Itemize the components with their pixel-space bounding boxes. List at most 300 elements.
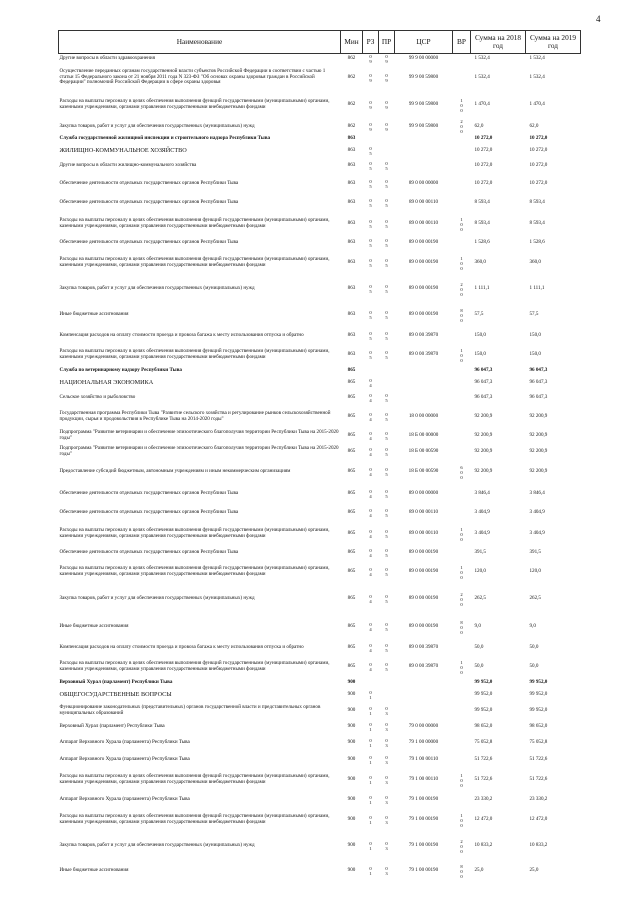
row-vr [453, 678, 471, 688]
row-name: Функционирование законодательных (представительных) органов государственной власти и представительных органов муниципальных образований [59, 704, 321, 716]
row-min: 863 [347, 180, 356, 187]
row-vr [453, 734, 471, 752]
row-csr: 89 0 00 39870 [408, 644, 439, 651]
row-vr [453, 484, 471, 504]
row-sum-2018: 98 652,0 [474, 723, 493, 730]
row-name: Обеспечение деятельности отдельных государственных органов Республики Тыва [59, 509, 239, 516]
row-rz: 0 1 [369, 841, 372, 851]
row-pr: 0 5 [385, 643, 388, 653]
page-number: 4 [596, 14, 601, 24]
row-pr [379, 688, 395, 702]
row-sum-2019: 10 272,0 [529, 135, 548, 142]
row-csr: 89 0 00 00000 [408, 180, 439, 187]
row-sum-2018: 92 200,9 [474, 432, 493, 439]
row-sum-2018: 10 272,0 [474, 180, 493, 187]
row-sum-2019: 99 952,0 [529, 691, 548, 698]
row-name: Закупка товаров, работ и услуг для обеспечения государственных (муниципальных) нужд [59, 122, 255, 129]
table-row [59, 444, 581, 460]
row-name: Расходы на выплаты персоналу в целях обеспечения выполнения функций государственными (муниципальными) органами, казенными учреждениями, органами управления государственными внебюджетными фондами [59, 98, 330, 110]
row-rz: 0 1 [369, 795, 372, 805]
row-rz: 0 4 [369, 489, 372, 499]
table-row [59, 688, 581, 702]
table-row [59, 656, 581, 678]
table-row [59, 752, 581, 768]
table-row [59, 734, 581, 752]
row-min: 900 [347, 691, 356, 698]
col-rz-header: РЗ [363, 31, 379, 54]
row-min: 865 [347, 595, 356, 602]
row-name: Другие вопросы в области жилищно-коммунального хозяйства [59, 162, 197, 169]
row-name: Расходы на выплаты персоналу в целях обеспечения выполнения функций государственными (муниципальными) органами, казенными учреждениями, органами управления государственными внебюджетными фондами [59, 565, 330, 577]
table-row [59, 91, 581, 119]
row-name: Аппарат Верховного Хурала (парламента) Республики Тыва [59, 796, 190, 803]
table-row [59, 832, 581, 860]
row-sum-2018: 23 330,2 [474, 796, 493, 803]
row-pr [379, 144, 395, 158]
table-row [59, 376, 581, 390]
row-pr: 0 5 [385, 310, 388, 320]
row-csr: 89 0 00 39870 [408, 332, 439, 339]
table-row [59, 640, 581, 656]
row-min: 900 [347, 756, 356, 763]
row-min: 865 [347, 509, 356, 516]
row-name: Расходы на выплаты персоналу в целях обеспечения выполнения функций государственными (муниципальными) органами, казенными учреждениями, органами управления государственными внебюджетными фондами [59, 527, 330, 539]
row-name: Расходы на выплаты персоналу в целях обеспечения выполнения функций государственными (муниципальными) органами, казенными учреждениями, органами управления государственными внебюджетными фондами [59, 217, 330, 229]
row-sum-2019: 51 722,6 [529, 756, 548, 763]
row-sum-2018: 92 200,9 [474, 413, 493, 420]
row-min: 862 [347, 122, 356, 129]
row-csr [395, 390, 453, 406]
row-name: ОБЩЕГОСУДАРСТВЕННЫЕ ВОПРОСЫ [59, 691, 172, 699]
row-min: 862 [347, 55, 356, 62]
row-sum-2019: 50,0 [529, 663, 539, 670]
table-row [59, 236, 581, 250]
table-row [59, 328, 581, 344]
row-sum-2019: 8 593,4 [529, 199, 545, 206]
row-csr: 99 9 00 00000 [408, 55, 439, 62]
row-rz: 0 5 [369, 331, 372, 341]
row-sum-2019: 99 952,0 [529, 679, 548, 686]
row-sum-2019: 3 404,9 [529, 530, 545, 537]
row-min: 900 [347, 739, 356, 746]
row-min: 900 [347, 679, 356, 686]
row-min: 900 [347, 867, 356, 874]
row-vr [453, 640, 471, 656]
col-csr-header: ЦСР [395, 31, 453, 54]
row-sum-2018: 96 047,3 [474, 367, 493, 374]
row-rz: 0 1 [369, 706, 372, 716]
table-row [59, 194, 581, 212]
row-name: Государственная программа Республики Тыва "Развитие сельского хозяйства и регулирование рынков сельскохозяйственной продукции, сырья и продовольствия в Республике Тыва на 2014-2020 годы" [59, 410, 331, 422]
row-name: Расходы на выплаты персоналу в целях обеспечения выполнения функций государственными (муниципальными) органами, казенными учреждениями, органами управления государственными внебюджетными фондами [59, 813, 330, 825]
row-pr: 0 5 [385, 508, 388, 518]
row-csr: 79 0 00 00000 [408, 723, 439, 730]
row-sum-2019: 62,0 [529, 122, 539, 129]
row-rz: 0 5 [369, 219, 372, 229]
row-min: 865 [347, 623, 356, 630]
table-row [59, 144, 581, 158]
row-rz: 0 1 [369, 866, 372, 876]
row-name: Аппарат Верховного Хурала (парламента) Республики Тыва [59, 756, 190, 763]
row-vr [453, 702, 471, 720]
row-vr [453, 390, 471, 406]
row-sum-2019: 8 593,4 [529, 220, 545, 227]
table-row [59, 792, 581, 808]
col-min-header: Мин [341, 31, 363, 54]
table-row [59, 560, 581, 584]
row-rz: 0 4 [369, 643, 372, 653]
row-pr: 0 5 [385, 412, 388, 422]
row-sum-2019: 360,0 [529, 259, 541, 266]
row-sum-2018: 1 111,1 [474, 285, 490, 292]
row-rz: 0 5 [369, 198, 372, 208]
table-row [59, 64, 581, 91]
col-pr-header: ПР [379, 31, 395, 54]
row-min: 863 [347, 285, 356, 292]
row-sum-2019: 75 052,8 [529, 739, 548, 746]
row-csr: 89 0 00 00190 [408, 285, 439, 292]
row-csr [395, 366, 453, 376]
row-csr: 89 0 00 00190 [408, 259, 439, 266]
table-row [59, 344, 581, 366]
row-rz: 0 1 [369, 738, 372, 748]
row-vr [453, 688, 471, 702]
row-name: Компенсация расходов на оплату стоимости проезда и провоза багажа к месту использования отпуска и обратно [59, 644, 304, 651]
row-sum-2018: 1 470,4 [474, 101, 490, 108]
row-min: 863 [347, 259, 356, 266]
row-sum-2018: 360,0 [474, 259, 486, 266]
row-sum-2019: 3 846,4 [529, 490, 545, 497]
row-pr [379, 366, 395, 376]
row-csr: 99 9 00 59800 [408, 101, 439, 108]
row-sum-2018: 50,0 [474, 644, 484, 651]
table-row [59, 460, 581, 484]
row-pr: 0 3 [385, 795, 388, 805]
row-name: Иные бюджетные ассигнования [59, 623, 129, 630]
row-csr: 79 1 00 00190 [408, 867, 439, 874]
row-name: Закупка товаров, работ и услуг для обеспечения государственных (муниципальных) нужд [59, 595, 255, 602]
row-vr: 1 0 0 [460, 97, 463, 113]
row-csr: 89 0 00 00190 [408, 595, 439, 602]
row-min: 863 [347, 135, 356, 142]
row-min: 865 [347, 413, 356, 420]
row-pr: 0 5 [385, 489, 388, 499]
row-vr [453, 194, 471, 212]
row-vr: 1 0 0 [460, 255, 463, 271]
row-csr: 79 1 00 00110 [408, 776, 439, 783]
row-rz: 0 4 [369, 447, 372, 457]
table-row [59, 702, 581, 720]
row-name: Обеспечение деятельности отдельных государственных органов Республики Тыва [59, 199, 239, 206]
row-sum-2018: 8 593,4 [474, 220, 490, 227]
table-row [59, 366, 581, 376]
budget-table [58, 30, 581, 882]
table-row [59, 390, 581, 406]
row-name: Обеспечение деятельности отдельных государственных органов Республики Тыва [59, 549, 239, 556]
row-sum-2018: 25,0 [474, 867, 484, 874]
row-csr: 89 0 00 00190 [408, 549, 439, 556]
row-min: 865 [347, 468, 356, 475]
row-sum-2019: 25,0 [529, 867, 539, 874]
row-sum-2018: 50,0 [474, 663, 484, 670]
row-csr: 89 0 00 39870 [408, 663, 439, 670]
row-vr [453, 444, 471, 460]
row-sum-2018: 96 047,3 [474, 394, 493, 401]
row-pr: 0 5 [385, 219, 388, 229]
row-pr: 0 5 [385, 529, 388, 539]
table-row [59, 54, 581, 65]
row-name: Обеспечение деятельности отдельных государственных органов Республики Тыва [59, 490, 239, 497]
row-sum-2018: 92 200,9 [474, 448, 493, 455]
row-sum-2018: 3 404,9 [474, 509, 490, 516]
table-row [59, 428, 581, 444]
row-rz: 0 9 [369, 100, 372, 110]
row-rz: 0 4 [369, 508, 372, 518]
row-name: Расходы на выплаты персоналу в целях обеспечения выполнения функций государственными (муниципальными) органами, казенными учреждениями, органами управления государственными внебюджетными фондами [59, 660, 330, 672]
row-sum-2019: 50,0 [529, 644, 539, 651]
row-csr [395, 158, 453, 174]
row-vr: 2 0 0 [460, 591, 463, 607]
row-name: Компенсация расходов на оплату стоимости проезда и провоза багажа к месту использования отпуска и обратно [59, 332, 304, 339]
row-pr: 0 5 [385, 284, 388, 294]
row-csr [395, 702, 453, 720]
col-sum2018-header: Сумма на 2018 год [471, 31, 526, 54]
row-vr [453, 720, 471, 734]
row-sum-2019: 98 652,0 [529, 723, 548, 730]
row-pr: 0 3 [385, 841, 388, 851]
row-rz: 0 9 [369, 54, 372, 64]
row-sum-2019: 92 200,9 [529, 468, 548, 475]
row-sum-2019: 120,0 [529, 568, 541, 575]
row-sum-2019: 10 833,2 [529, 842, 548, 849]
row-min: 900 [347, 776, 356, 783]
row-vr [453, 64, 471, 91]
row-vr [453, 328, 471, 344]
row-pr: 0 5 [385, 350, 388, 360]
row-name: Сельское хозяйство и рыболовство [59, 394, 136, 401]
row-rz: 0 4 [369, 548, 372, 558]
table-row [59, 808, 581, 832]
col-name-header: Наименование [59, 31, 341, 54]
row-vr [453, 428, 471, 444]
table-row [59, 212, 581, 236]
table-row [59, 768, 581, 792]
row-vr: 1 0 0 [460, 659, 463, 675]
row-vr: 1 0 0 [460, 526, 463, 542]
row-vr [453, 158, 471, 174]
table-row [59, 614, 581, 640]
row-rz: 0 4 [369, 529, 372, 539]
row-sum-2018: 75 052,8 [474, 739, 493, 746]
row-vr [453, 546, 471, 560]
row-pr: 0 3 [385, 738, 388, 748]
row-sum-2019: 23 330,2 [529, 796, 548, 803]
row-name: Расходы на выплаты персоналу в целях обеспечения выполнения функций государственными (муниципальными) органами, казенными учреждениями, органами управления государственными внебюджетными фондами [59, 256, 330, 268]
table-row [59, 678, 581, 688]
row-min: 865 [347, 448, 356, 455]
row-vr [453, 54, 471, 65]
row-pr: 0 3 [385, 755, 388, 765]
col-vr-header: ВР [453, 31, 471, 54]
row-pr: 0 9 [385, 54, 388, 64]
row-min: 863 [347, 311, 356, 318]
row-pr: 0 5 [385, 447, 388, 457]
table-row [59, 276, 581, 302]
row-name: Расходы на выплаты персоналу в целях обеспечения выполнения функций государственными (муниципальными) органами, казенными учреждениями, органами управления государственными внебюджетными фондами [59, 348, 330, 360]
row-name: НАЦИОНАЛЬНАЯ ЭКОНОМИКА [59, 379, 154, 387]
row-pr: 0 3 [385, 815, 388, 825]
row-name: Закупка товаров, работ и услуг для обеспечения государственных (муниципальных) нужд [59, 285, 255, 292]
row-name: Подпрограмма "Развитие ветеринарии и обеспечение эпизоотического благополучия территории Республики Тыва на 2015-2020 годы" [59, 445, 339, 457]
row-name: Другие вопросы в области здравоохранения [59, 55, 155, 62]
row-rz: 0 9 [369, 121, 372, 132]
row-vr: 8 0 0 [460, 863, 463, 879]
row-pr: 0 5 [385, 431, 388, 441]
row-pr: 0 3 [385, 775, 388, 785]
row-csr: 18 Б 00 00590 [408, 448, 439, 455]
row-rz: 0 4 [369, 467, 372, 477]
table-header [59, 31, 581, 54]
row-rz: 0 4 [369, 567, 372, 577]
table-row [59, 522, 581, 546]
row-name: Обеспечение деятельности отдельных государственных органов Республики Тыва [59, 239, 239, 246]
row-vr: 2 0 0 [460, 281, 463, 297]
row-sum-2018: 51 722,6 [474, 756, 493, 763]
row-name: Обеспечение деятельности отдельных государственных органов Республики Тыва [59, 180, 239, 187]
row-rz: 0 1 [369, 815, 372, 825]
row-rz: 0 1 [369, 775, 372, 785]
row-sum-2018: 1 532,4 [474, 73, 490, 80]
row-min: 865 [347, 530, 356, 537]
row-sum-2019: 96 047,3 [529, 394, 548, 401]
row-pr: 0 5 [385, 238, 388, 248]
row-min: 865 [347, 367, 356, 374]
row-name: Аппарат Верховного Хурала (парламента) Республики Тыва [59, 739, 190, 746]
table-row [59, 504, 581, 522]
row-sum-2019: 92 200,9 [529, 448, 548, 455]
row-rz: 0 4 [369, 393, 372, 403]
row-sum-2019: 3 404,9 [529, 509, 545, 516]
row-sum-2019: 10 272,0 [529, 180, 548, 187]
row-pr: 0 5 [385, 331, 388, 341]
row-csr: 89 0 00 00110 [408, 530, 439, 537]
row-sum-2019: 1 470,4 [529, 101, 545, 108]
table-row [59, 174, 581, 194]
row-min: 865 [347, 549, 356, 556]
row-sum-2019: 9,0 [529, 623, 536, 630]
row-sum-2019: 57,5 [529, 311, 539, 318]
row-pr: 0 9 [385, 100, 388, 110]
row-csr: 89 0 00 00190 [408, 568, 439, 575]
row-sum-2018: 8 593,4 [474, 199, 490, 206]
row-csr: 18 0 00 00000 [408, 413, 439, 420]
row-vr [453, 792, 471, 808]
row-sum-2019: 391,5 [529, 549, 541, 556]
row-name: Верховный Хурал (парламент) Республики Тыва [59, 679, 173, 686]
row-vr: 8 0 0 [460, 619, 463, 635]
row-sum-2019: 12 472,0 [529, 816, 548, 823]
row-sum-2018: 391,5 [474, 549, 486, 556]
table-row [59, 406, 581, 428]
row-rz: 0 5 [369, 179, 372, 189]
row-sum-2018: 3 846,4 [474, 490, 490, 497]
row-csr: 89 0 00 00000 [408, 490, 439, 497]
row-csr [395, 376, 453, 390]
row-sum-2019: 1 532,4 [529, 73, 545, 80]
table-row [59, 720, 581, 734]
row-csr: 99 9 00 59800 [408, 122, 439, 129]
row-pr: 0 5 [385, 393, 388, 403]
row-sum-2018: 1 528,6 [474, 239, 490, 246]
row-sum-2018: 3 404,9 [474, 530, 490, 537]
row-csr: 79 1 00 00190 [408, 796, 439, 803]
row-rz: 0 5 [369, 146, 372, 156]
row-name: Иные бюджетные ассигнования [59, 867, 129, 874]
row-rz: 0 4 [369, 431, 372, 441]
row-vr [453, 236, 471, 250]
row-csr: 89 0 00 00190 [408, 311, 439, 318]
row-sum-2018: 262,5 [474, 595, 486, 602]
row-sum-2018: 12 472,0 [474, 816, 493, 823]
table-row [59, 860, 581, 882]
row-csr: 89 0 00 00110 [408, 220, 439, 227]
row-vr: 1 0 0 [460, 812, 463, 828]
row-min: 863 [347, 332, 356, 339]
row-rz: 0 4 [369, 662, 372, 672]
table-row [59, 302, 581, 328]
row-sum-2018: 99 952,0 [474, 707, 493, 714]
row-sum-2018: 150,0 [474, 351, 486, 358]
row-rz [363, 134, 379, 144]
row-name: Служба государственной жилищной инспекции и строительного надзора Республики Тыва [59, 135, 271, 142]
row-min: 865 [347, 394, 356, 401]
row-min: 863 [347, 220, 356, 227]
row-csr [395, 144, 453, 158]
table-row [59, 484, 581, 504]
row-pr: 0 5 [385, 567, 388, 577]
row-sum-2018: 10 272,0 [474, 135, 493, 142]
row-sum-2018: 96 047,3 [474, 379, 493, 386]
row-sum-2018: 92 200,9 [474, 468, 493, 475]
row-rz: 0 5 [369, 284, 372, 294]
row-min: 865 [347, 568, 356, 575]
row-pr: 0 9 [385, 121, 388, 132]
row-name: Закупка товаров, работ и услуг для обеспечения государственных (муниципальных) нужд [59, 842, 255, 849]
row-rz: 0 4 [369, 378, 372, 388]
row-sum-2019: 92 200,9 [529, 432, 548, 439]
row-csr: 79 1 00 00190 [408, 842, 439, 849]
row-sum-2018: 10 833,2 [474, 842, 493, 849]
row-vr: 2 0 0 [460, 838, 463, 854]
row-sum-2019: 150,0 [529, 332, 541, 339]
row-csr: 79 1 00 00000 [408, 739, 439, 746]
row-pr: 0 5 [385, 198, 388, 208]
row-name: Предоставление субсидий бюджетным, автономным учреждениям и иным некоммерческим организациям [59, 468, 291, 475]
row-pr: 0 9 [385, 72, 388, 83]
row-min: 863 [347, 162, 356, 169]
row-pr: 0 5 [385, 258, 388, 268]
row-pr: 0 5 [385, 179, 388, 189]
row-sum-2018: 99 952,0 [474, 691, 493, 698]
row-csr: 89 0 00 00190 [408, 623, 439, 630]
row-name: Расходы на выплаты персоналу в целях обеспечения выполнения функций государственными (муниципальными) органами, казенными учреждениями, органами управления государственными внебюджетными фондами [59, 773, 330, 785]
row-pr: 0 3 [385, 866, 388, 876]
row-rz: 0 1 [369, 722, 372, 732]
row-rz: 0 5 [369, 258, 372, 268]
row-vr [453, 144, 471, 158]
col-sum2019-header: Сумма на 2019 год [526, 31, 581, 54]
row-min: 863 [347, 147, 356, 154]
